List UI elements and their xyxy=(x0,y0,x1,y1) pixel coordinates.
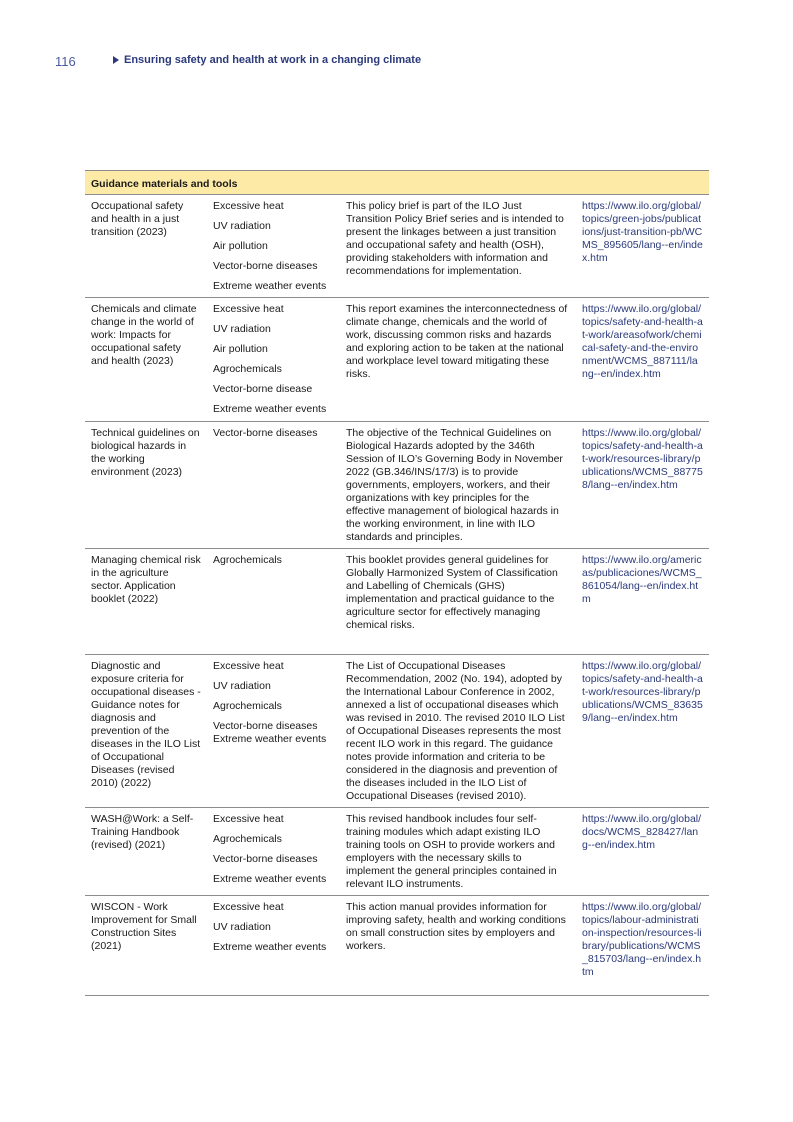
resource-title: Diagnostic and exposure criteria for occupational diseases - Guidance notes for diagnosis and prevention of the diseases in the ILO List of Occupational Diseases (revised 2010) (2022) xyxy=(85,655,207,808)
hazard-item: Air pollution xyxy=(213,240,268,252)
hazard-list xyxy=(213,303,334,416)
hazard-item: Vector-borne diseases xyxy=(213,427,318,439)
triangle-bullet-icon xyxy=(113,56,119,64)
table-header-row xyxy=(85,171,709,195)
hazard-item: Agrochemicals xyxy=(213,363,282,375)
table-row xyxy=(85,808,709,896)
hazard-item: Extreme weather events xyxy=(213,873,327,885)
hazard-item: Agrochemicals xyxy=(213,833,282,845)
table-row xyxy=(85,655,709,808)
resource-description: This policy brief is part of the ILO Just Transition Policy Brief series and is intended to present the linkages between a just transition and occupational safety and health (OSH), providing stakeholders with information and recommendations for implementation. xyxy=(340,195,576,298)
hazard-cell xyxy=(207,298,340,422)
hazard-item: Air pollution xyxy=(213,343,268,355)
hazard-list xyxy=(213,427,334,440)
hazard-cell xyxy=(207,549,340,655)
running-header xyxy=(113,54,421,66)
table-row xyxy=(85,549,709,655)
section-heading: Guidance materials and tools xyxy=(85,171,709,195)
hazard-item: Excessive heat xyxy=(213,813,284,825)
hazard-list xyxy=(213,660,334,746)
resource-link[interactable]: https://www.ilo.org/americas/publicaciones/WCMS_861054/lang--en/index.htm xyxy=(576,549,709,655)
hazard-list xyxy=(213,901,334,954)
hazard-item: Excessive heat xyxy=(213,660,284,672)
table-row xyxy=(85,195,709,298)
hazard-item: Extreme weather events xyxy=(213,280,327,292)
hazard-item: Vector-borne diseases xyxy=(213,853,318,865)
hazard-cell xyxy=(207,655,340,808)
resource-title: WASH@Work: a Self-Training Handbook (revised) (2021) xyxy=(85,808,207,896)
resource-description: This action manual provides information for improving safety, health and working conditions on small construction sites by employers and workers. xyxy=(340,896,576,996)
hazard-item: Extreme weather events xyxy=(213,403,327,415)
resource-link[interactable]: https://www.ilo.org/global/topics/safety-and-health-at-work/resources-library/publications/WCMS_836359/lang--en/index.htm xyxy=(576,655,709,808)
hazard-item: Excessive heat xyxy=(213,901,284,913)
hazard-cell xyxy=(207,422,340,549)
hazard-cell xyxy=(207,896,340,996)
resource-link[interactable]: https://www.ilo.org/global/topics/safety-and-health-at-work/resources-library/publications/WCMS_887758/lang--en/index.htm xyxy=(576,422,709,549)
resource-description: The List of Occupational Diseases Recommendation, 2002 (No. 194), adopted by the International Labour Conference in 2002, annexed a list of occupational diseases which was revised in 2010. The revised 2010 ILO List of Occupational Diseases represents the most recent ILO work in this regard. The guidance notes provide information and criteria to be considered in the diagnosis and prevention of the diseases included in the ILO List of Occupational Diseases (revised 2010). xyxy=(340,655,576,808)
hazard-item: Vector-borne diseases xyxy=(213,260,318,272)
hazard-item: Agrochemicals xyxy=(213,554,282,566)
hazard-list xyxy=(213,554,334,567)
resource-description: This booklet provides general guidelines for Globally Harmonized System of Classification and Labelling of Chemicals (GHS) implementation and practical guidance to the agriculture sector for effectively managing chemical risks. xyxy=(340,549,576,655)
hazard-cell xyxy=(207,195,340,298)
resource-link[interactable]: https://www.ilo.org/global/topics/labour-administration-inspection/resources-library/publications/WCMS_815703/lang--en/index.htm xyxy=(576,896,709,996)
resource-description: The objective of the Technical Guidelines on Biological Hazards adopted by the 346th Session of ILO’s Governing Body in November 2022 (GB.346/INS/17/3) is to provide governments, employers, workers, and their organizations with key principles for the effective management of biological hazards in the working environment, in line with ILO standards and principles. xyxy=(340,422,576,549)
hazard-item: UV radiation xyxy=(213,323,271,335)
resource-link[interactable]: https://www.ilo.org/global/topics/green-jobs/publications/just-transition-pb/WCMS_895605/lang--en/index.htm xyxy=(576,195,709,298)
resource-title: Occupational safety and health in a just transition (2023) xyxy=(85,195,207,298)
resource-link[interactable]: https://www.ilo.org/global/topics/safety-and-health-at-work/areasofwork/chemical-safety-and-the-environment/WCMS_887111/lang--en/index.htm xyxy=(576,298,709,422)
resource-title: Technical guidelines on biological hazards in the working environment (2023) xyxy=(85,422,207,549)
table-row xyxy=(85,422,709,549)
running-header-title: Ensuring safety and health at work in a changing climate xyxy=(124,54,422,66)
table-body xyxy=(85,195,709,996)
resource-title: Managing chemical risk in the agriculture sector. Application booklet (2022) xyxy=(85,549,207,655)
resource-description: This report examines the interconnectedness of climate change, chemicals and the world of work, discussing common risks and hazards and exploring action to be taken at the national and workplace level toward mitigating these risks. xyxy=(340,298,576,422)
resource-title: Chemicals and climate change in the world of work: Impacts for occupational safety and health (2023) xyxy=(85,298,207,422)
hazard-item: Vector-borne diseases Extreme weather events xyxy=(213,720,327,745)
guidance-table-container xyxy=(85,170,709,996)
hazard-item: Excessive heat xyxy=(213,200,284,212)
hazard-item: Excessive heat xyxy=(213,303,284,315)
page-number: 116 xyxy=(55,54,76,69)
hazard-item: UV radiation xyxy=(213,680,271,692)
hazard-item: Agrochemicals xyxy=(213,700,282,712)
hazard-list xyxy=(213,200,334,293)
hazard-cell xyxy=(207,808,340,896)
table-row xyxy=(85,298,709,422)
resource-title: WISCON - Work Improvement for Small Construction Sites (2021) xyxy=(85,896,207,996)
hazard-list xyxy=(213,813,334,886)
resource-link[interactable]: https://www.ilo.org/global/docs/WCMS_828427/lang--en/index.htm xyxy=(576,808,709,896)
hazard-item: Vector-borne disease xyxy=(213,383,313,395)
hazard-item: Extreme weather events xyxy=(213,941,327,953)
resource-description: This revised handbook includes four self-training modules which adapt existing ILO training tools on OSH to provide workers and employers with the necessary skills to implement the general principles contained in relevant ILO instruments. xyxy=(340,808,576,896)
guidance-table xyxy=(85,170,709,996)
hazard-item: UV radiation xyxy=(213,220,271,232)
hazard-item: UV radiation xyxy=(213,921,271,933)
table-row xyxy=(85,896,709,996)
